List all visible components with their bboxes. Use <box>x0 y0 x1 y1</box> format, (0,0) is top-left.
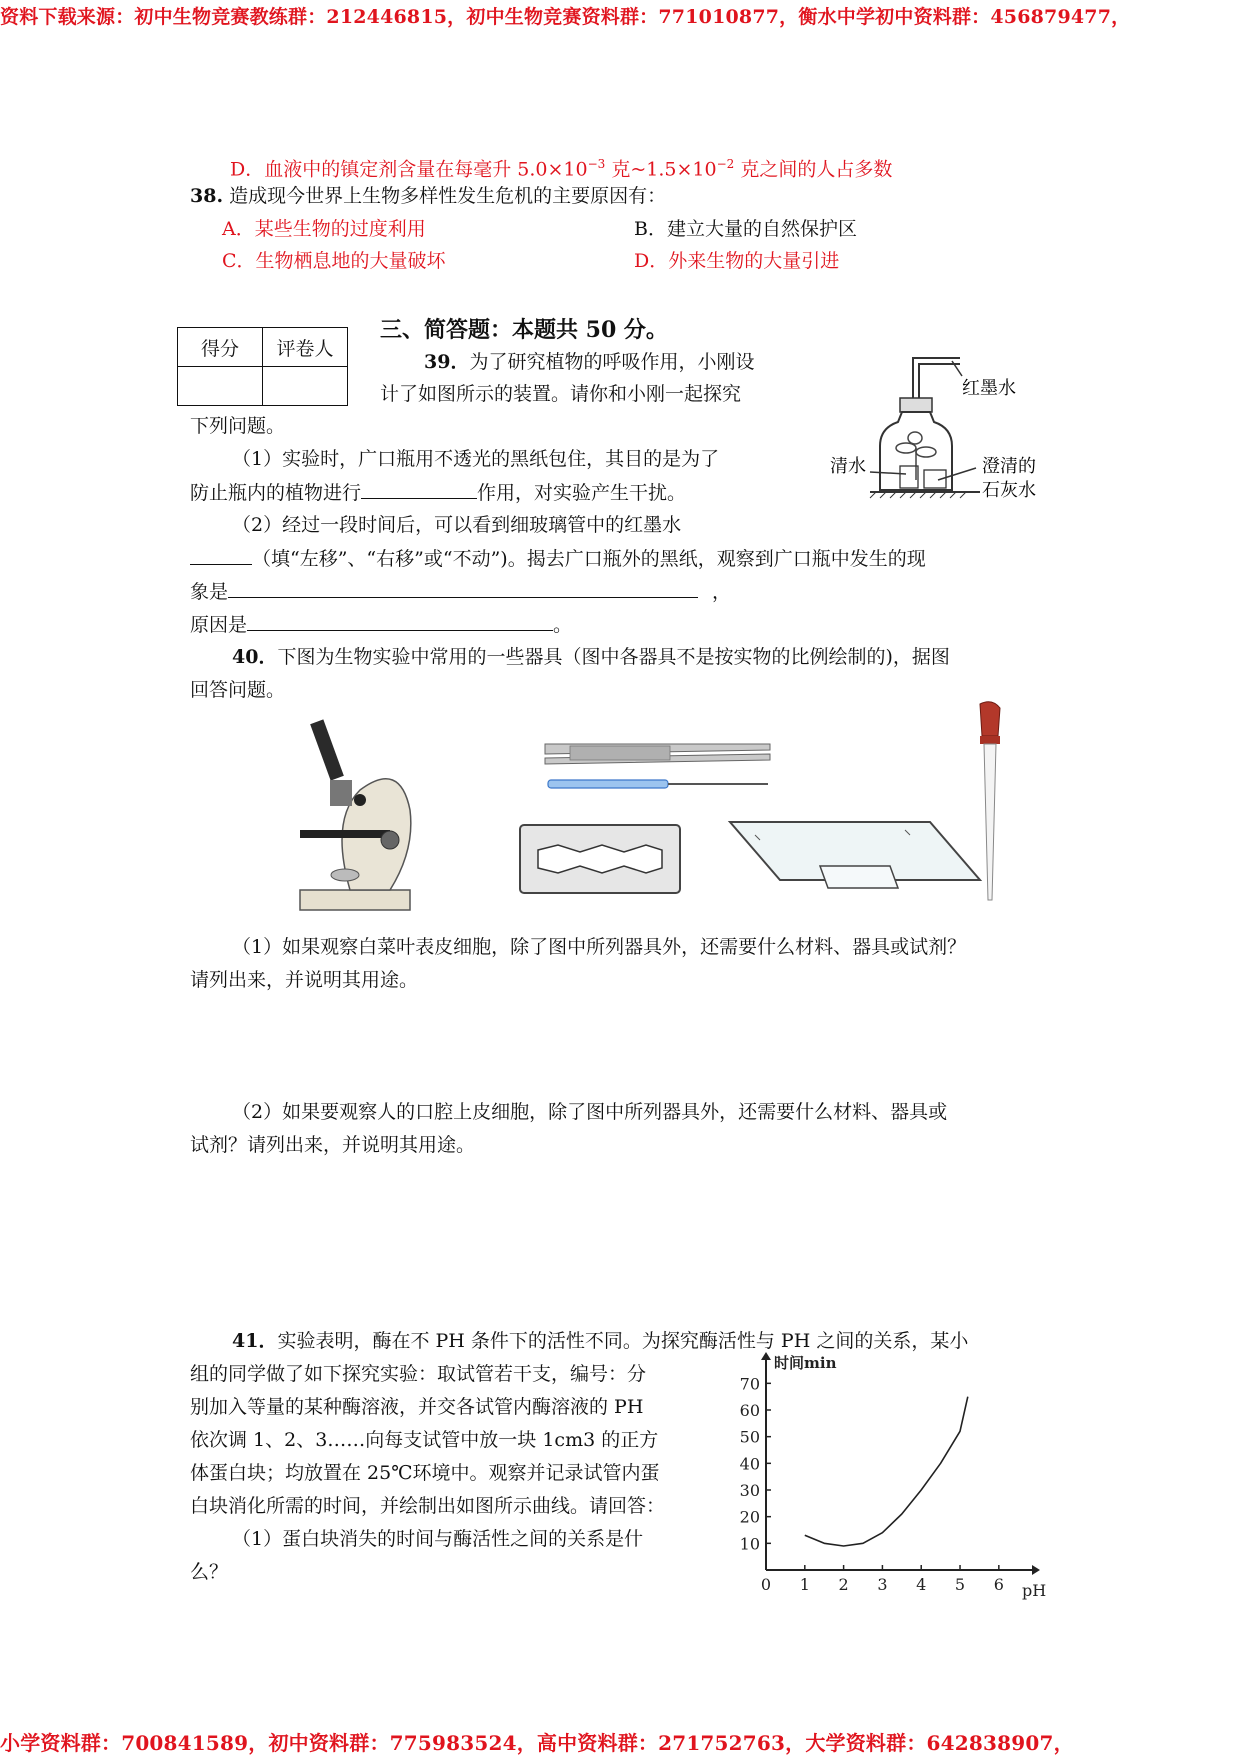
q39-apparatus-figure <box>820 348 1060 508</box>
q38-number: 38. <box>190 185 224 207</box>
q39-p1-line2-b: 作用，对实验产生干扰。 <box>477 482 687 504</box>
y-tick-label: 40 <box>739 1454 760 1474</box>
q37-option-d-mid: 克~1.5×10 <box>605 158 717 181</box>
x-tick-label: 0 <box>760 1575 772 1594</box>
q39-line1 <box>424 346 754 378</box>
label-red-ink: 红墨水 <box>962 378 1016 399</box>
time-curve <box>805 1397 968 1546</box>
q40-p1-line1: （1）如果观察白菜叶表皮细胞，除了图中所列器具外，还需要什么材料、器具或试剂？ <box>232 936 967 958</box>
score-box <box>177 327 348 406</box>
label-water: 清水 <box>830 456 866 477</box>
dropper-icon <box>980 702 1000 900</box>
q39-p2-line4 <box>190 608 572 641</box>
glass-slide-icon <box>730 822 980 888</box>
q40-number: 40． <box>232 646 278 668</box>
q40-line1-text: 下图为生物实验中常用的一些器具（图中各器具不是按实物的比例绘制的)，据图 <box>277 646 950 668</box>
q38-stem-text: 造成现今世界上生物多样性发生危机的主要原因有： <box>229 185 667 207</box>
y-tick-label: 70 <box>739 1374 760 1394</box>
q37-exp1: −3 <box>587 157 606 171</box>
score-label: 得分 <box>178 328 263 367</box>
q40-instruments-figure <box>290 700 1020 920</box>
x-axis-label: pH <box>1022 1581 1047 1600</box>
forceps-icon <box>545 744 770 764</box>
q38-option-d: D．外来生物的大量引进 <box>634 250 840 272</box>
q41-p1-line1: （1）蛋白块消失的时间与酶活性之间的关系是什 <box>232 1528 644 1550</box>
q39-p2-line3-b: ， <box>712 581 732 603</box>
q39-line1-text: 为了研究植物的呼吸作用，小刚设 <box>469 351 755 373</box>
q39-answer-blank-1[interactable] <box>361 476 477 499</box>
q39-p2-line2 <box>190 542 926 575</box>
q38-option-a: A．某些生物的过度利用 <box>222 218 426 240</box>
q41-line4: 依次调 1、2、3……向每支试管中放一块 1cm3 的正方 <box>190 1429 659 1451</box>
y-axis-label: 时间min <box>774 1354 837 1372</box>
q39-number: 39． <box>424 351 470 373</box>
q39-line2: 计了如图所示的装置。请你和小刚一起探究 <box>380 383 742 405</box>
section3-title: 三、简答题：本题共 50 分。 <box>380 317 668 343</box>
q39-p2-line3-a: 象是 <box>190 581 229 603</box>
q39-answer-blank-4[interactable] <box>247 608 553 631</box>
x-axis-arrow <box>1032 1565 1040 1575</box>
q39-p1-line2-a: 防止瓶内的植物进行 <box>190 482 362 504</box>
q41-line6: 白块消化所需的时间，并绘制出如图所示曲线。请回答： <box>190 1495 666 1517</box>
q39-p2-line4-a: 原因是 <box>190 614 248 636</box>
dissecting-needle-icon <box>548 780 768 788</box>
q39-p1-line2 <box>190 476 686 509</box>
q40-line1 <box>232 641 950 673</box>
ph-enzyme-chart <box>730 1350 1050 1600</box>
x-tick-label: 6 <box>993 1575 1004 1594</box>
q41-p1-line2: 么？ <box>190 1561 229 1583</box>
q40-p2-line2: 试剂？请列出来，并说明其用途。 <box>190 1134 476 1156</box>
y-tick-label: 50 <box>739 1427 760 1447</box>
y-axis-arrow <box>761 1352 771 1360</box>
y-tick-label: 10 <box>739 1534 760 1554</box>
q41-line3: 别加入等量的某种酶溶液，并交各试管内酶溶液的 PH <box>190 1396 644 1418</box>
q39-p2-line4-b: 。 <box>553 614 573 636</box>
q40-line2: 回答问题。 <box>190 679 286 701</box>
q40-p2-line1: （2）如果要观察人的口腔上皮细胞，除了图中所列器具外，还需要什么材料、器具或 <box>232 1101 948 1123</box>
header-banner: 资料下载来源：初中生物竞赛教练群：212446815，初中生物竞赛资料群：771010877，衡水中学初中资料群：456879477， <box>0 6 1131 28</box>
q41-line1-text: 实验表明，酶在不 PH 条件下的活性不同。为探究酶活性与 PH 之间的关系，某小 <box>277 1330 969 1352</box>
y-tick-label: 20 <box>739 1507 760 1527</box>
q39-line3: 下列问题。 <box>190 415 286 437</box>
q41-line5: 体蛋白块；均放置在 25℃环境中。观察并记录试管内蛋 <box>190 1462 660 1484</box>
plant-icon <box>896 432 936 480</box>
q38-option-b: B．建立大量的自然保护区 <box>634 218 857 240</box>
grader-cell[interactable] <box>263 367 348 406</box>
razor-blade-icon <box>520 825 680 893</box>
x-tick-label: 5 <box>954 1575 966 1594</box>
q41-line2: 组的同学做了如下探究实验：取试管若干支，编号：分 <box>190 1363 647 1385</box>
x-tick-label: 4 <box>916 1575 927 1594</box>
y-tick-label: 60 <box>739 1401 760 1420</box>
q39-p2-line3 <box>190 575 731 608</box>
x-tick-label: 3 <box>877 1575 888 1594</box>
stopper <box>900 398 932 412</box>
q39-p2-line2-text: （填“左移”、“右移”或“不动”)。揭去广口瓶外的黑纸，观察到广口瓶中发生的现 <box>252 548 926 570</box>
q37-option-d-suffix: 克之间的人占多数 <box>734 158 893 181</box>
label-limewater-2: 石灰水 <box>982 480 1036 501</box>
glass-tube <box>913 358 960 400</box>
q37-option-d-prefix: D．血液中的镇定剂含量在每毫升 5.0×10 <box>230 158 588 181</box>
q39-p1-line1: （1）实验时，广口瓶用不透光的黑纸包住，其目的是为了 <box>232 448 720 470</box>
q38-option-c: C．生物栖息地的大量破坏 <box>222 250 446 272</box>
label-limewater-1: 澄清的 <box>982 456 1036 477</box>
y-tick-label: 30 <box>739 1481 760 1500</box>
q41-number: 41． <box>232 1330 278 1352</box>
q39-answer-blank-2[interactable] <box>190 542 252 565</box>
q40-p1-line2: 请列出来，并说明其用途。 <box>190 969 419 991</box>
microscope-icon <box>300 719 411 910</box>
x-tick-label: 1 <box>799 1575 810 1594</box>
q39-p2-line1: （2）经过一段时间后，可以看到细玻璃管中的红墨水 <box>232 514 682 536</box>
q37-exp2: −2 <box>716 157 735 171</box>
q39-answer-blank-3[interactable] <box>228 575 698 598</box>
footer-banner: 小学资料群：700841589，初中资料群：775983524，高中资料群：271752763，大学资料群：642838907， <box>0 1731 1074 1755</box>
x-tick-label: 2 <box>838 1575 849 1594</box>
score-cell[interactable] <box>178 367 263 406</box>
q38-stem <box>190 180 666 212</box>
grader-label: 评卷人 <box>263 328 348 367</box>
